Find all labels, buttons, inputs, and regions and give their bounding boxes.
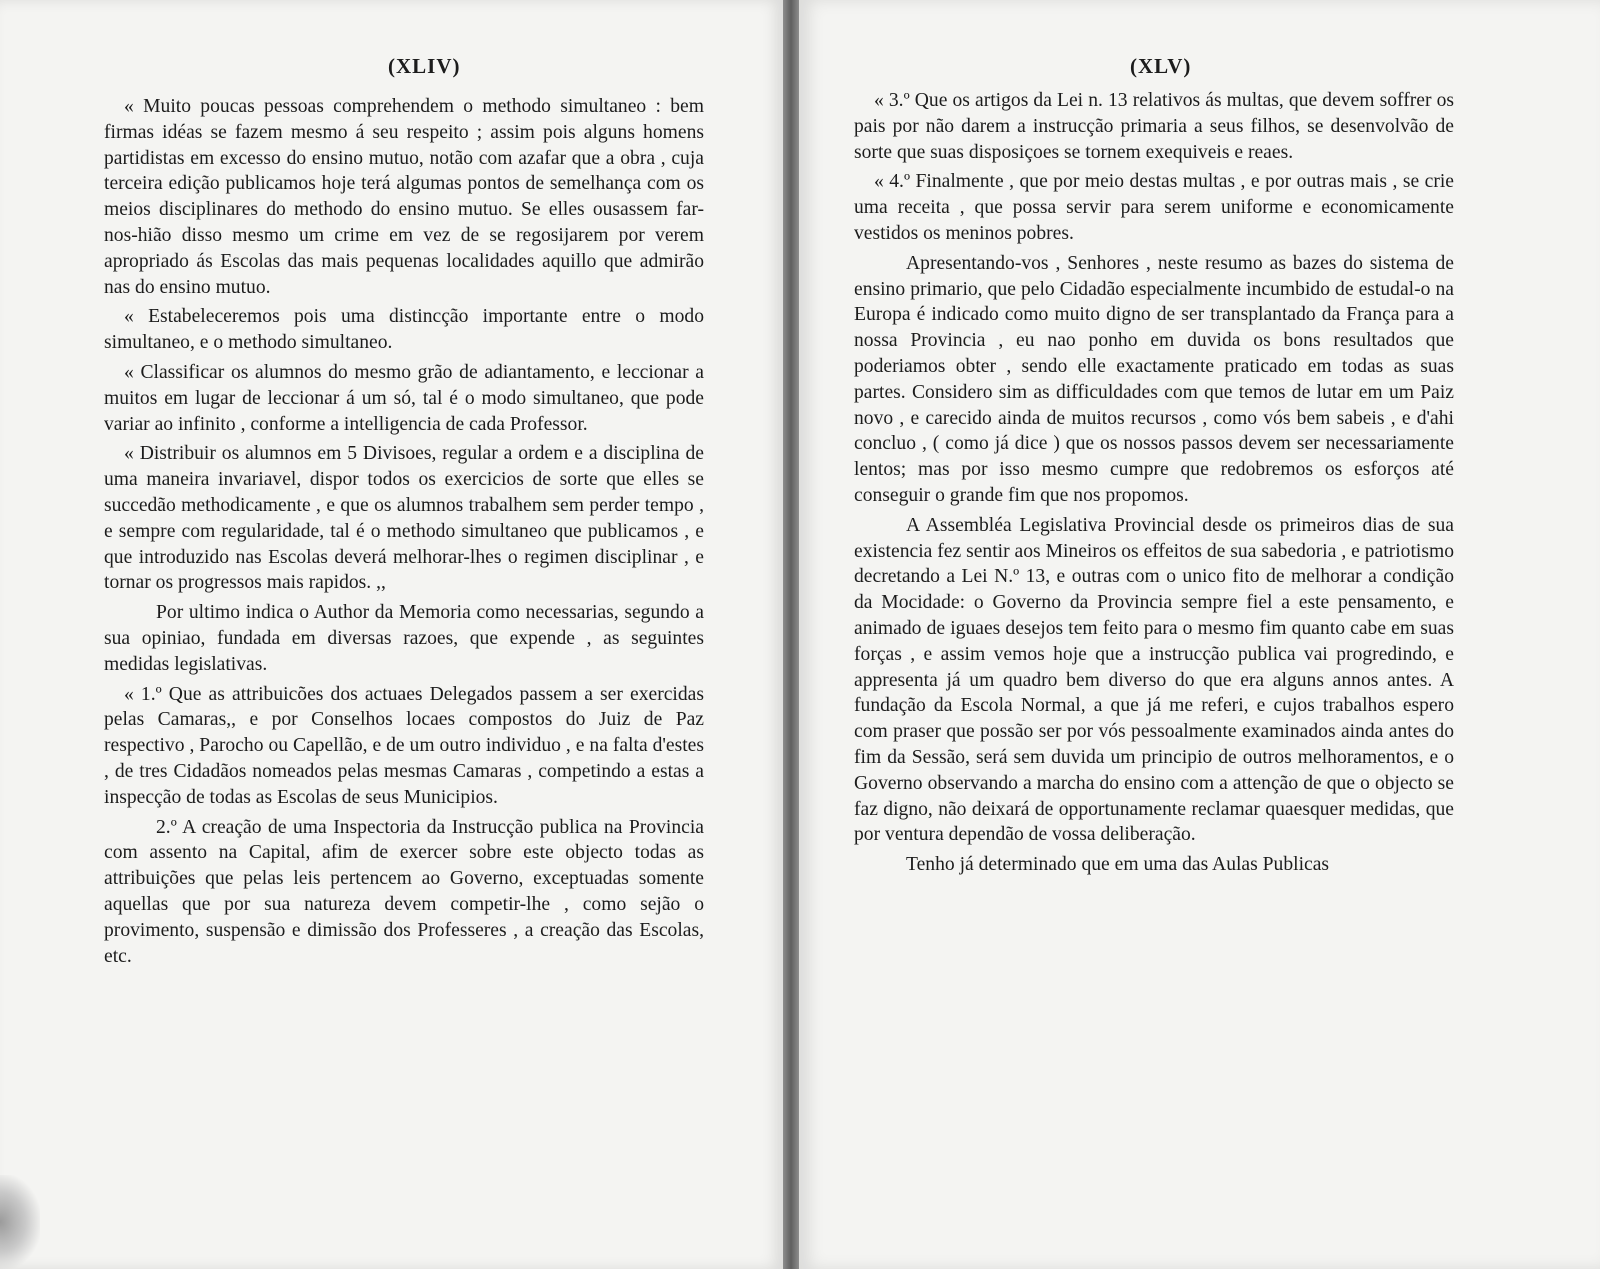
paragraph: 2.º A creação de uma Inspectoria da Instrucção publica na Provincia com assento na Capital, afim de exercer sobre este objecto todas as attribuições que pelas leis pertencem ao Governo, exceptuadas somente aquellas que por sua natureza devem competir-lhe , como sejão o provimento, suspensão e dimissão dos Professeres , a creação das Escolas, etc. <box>104 816 704 967</box>
right-page <box>799 0 1600 1269</box>
paragraph: « Classificar os alumnos do mesmo grão de adiantamento, e leccionar a muitos em lugar de leccionar á um só, tal é o modo simultaneo, que pode variar ao infinito , conforme a intelligencia de cada Professor. <box>104 361 704 435</box>
paragraph: « 3.º Que os artigos da Lei n. 13 relativos ás multas, que devem soffrer os pais por não darem a instrucção primaria a seus filhos, se desenvolvão de sorte que suas disposiçoes se tornem exequiveis e reaes. <box>854 90 1454 163</box>
paragraph: « Distribuir os alumnos em 5 Divisoes, regular a ordem e a disciplina de uma maneira invariavel, dispor todos os exercicios de sorte que elles se succedão methodicamente , e que os alumnos trabalhem sem perder tempo , e sempre com regularidade, tal é o methodo simultaneo que publicamos , e que introduzido nas Escolas deverá melhorar-lhes o regimen disciplinar , e tornar os progressos mais rapidos. ,, <box>104 443 704 594</box>
left-page-number: (XLIV) <box>388 54 461 78</box>
left-page-text <box>104 94 704 973</box>
paragraph: Apresentando-vos , Senhores , neste resumo as bazes do sistema de ensino primario, que pelo Cidadão especialmente incumbido de estudal-o na Europa é indicado como muito digno de ser transplantado da França para a nossa Provincia , eu nao ponho em duvida os bons resultados que poderiamos obter , sendo elle exactamente praticado em todas as suas partes. Considero sim as difficuldades com que temos de lutar em um Paiz novo , e carecido ainda de muitos recursos , como vós bem sabeis , e d'ahi concluo , ( como já dice ) que os nossos passos devem ser necessariamente lentos; mas por isso mesmo cumpre que redobremos os esforços até conseguir o grande fim que nos propomos. <box>854 252 1454 506</box>
right-page-text <box>854 88 1454 882</box>
paragraph: « Estabeleceremos pois uma distincção importante entre o modo simultaneo, e o methodo simultaneo. <box>104 306 704 354</box>
paragraph: Por ultimo indica o Author da Memoria como necessarias, segundo a sua opiniao, fundada em diversas razoes, que expende , as seguintes medidas legislativas. <box>104 602 704 675</box>
page-stain <box>0 1175 40 1269</box>
paragraph: A Assembléa Legislativa Provincial desde os primeiros dias de sua existencia fez sentir aos Mineiros os effeitos de sua sabedoria , e patriotismo decretando a Lei N.º 13, e outras com o unico fito de melhorar a condição da Mocidade: o Governo da Provincia sempre fiel a este pensamento, e animado de iguaes desejos tem feito para o mesmo fim quanto cabe em suas forças , e assim vemos hoje que a instrucção publica vai progredindo, e appresenta já um quadro bem diverso do que era alguns annos antes. A fundação da Escola Normal, a que já me referi, e cujos trabalhos espero com praser que possão ser por vós pessoalmente examinados ainda antes do fim da Sessão, será sem duvida um principio de outros melhoramentos, e o Governo observando a marcha do ensino com a attenção de que o objecto se faz digno, não deixará de opportunamente reclamar quaesquer medidas, que por ventura dependão de vossa deliberação. <box>854 514 1454 846</box>
left-page <box>0 0 783 1269</box>
paragraph: « 4.º Finalmente , que por meio destas multas , e por outras mais , se crie uma receita , que possa servir para serem uniforme e economicamente vestidos os meninos pobres. <box>854 171 1454 244</box>
paragraph: « 1.º Que as attribuicões dos actuaes Delegados passem a ser exercidas pelas Camaras,, e por Conselhos locaes compostos do Juiz de Paz respectivo , Parocho ou Capellão, e de um outro individuo , e na falta d'estes , de tres Cidadãos nomeados pelas mesmas Camaras , competindo a estas a inspecção de todas as Escolas de seus Municipios. <box>104 683 704 808</box>
paragraph: « Muito poucas pessoas comprehendem o methodo simultaneo : bem firmas idéas se fazem mesmo á seu respeito ; assim pois alguns homens partidistas em excesso do ensino mutuo, notão com azafar que a obra , cuja terceira edição publicamos hoje terá algumas pontos de semelhança com os meios disciplinares do methodo do ensino mutuo. Se elles ousassem far-nos-hião disso mesmo um crime em vez de se regosijarem por verem apropriado ás Escolas das mais pequenas localidades aquillo que admirão nas do ensino mutuo. <box>104 96 704 298</box>
book-gutter <box>783 0 799 1269</box>
right-page-number: (XLV) <box>1130 54 1192 78</box>
paragraph: Tenho já determinado que em uma das Aulas Publicas <box>906 854 1330 876</box>
